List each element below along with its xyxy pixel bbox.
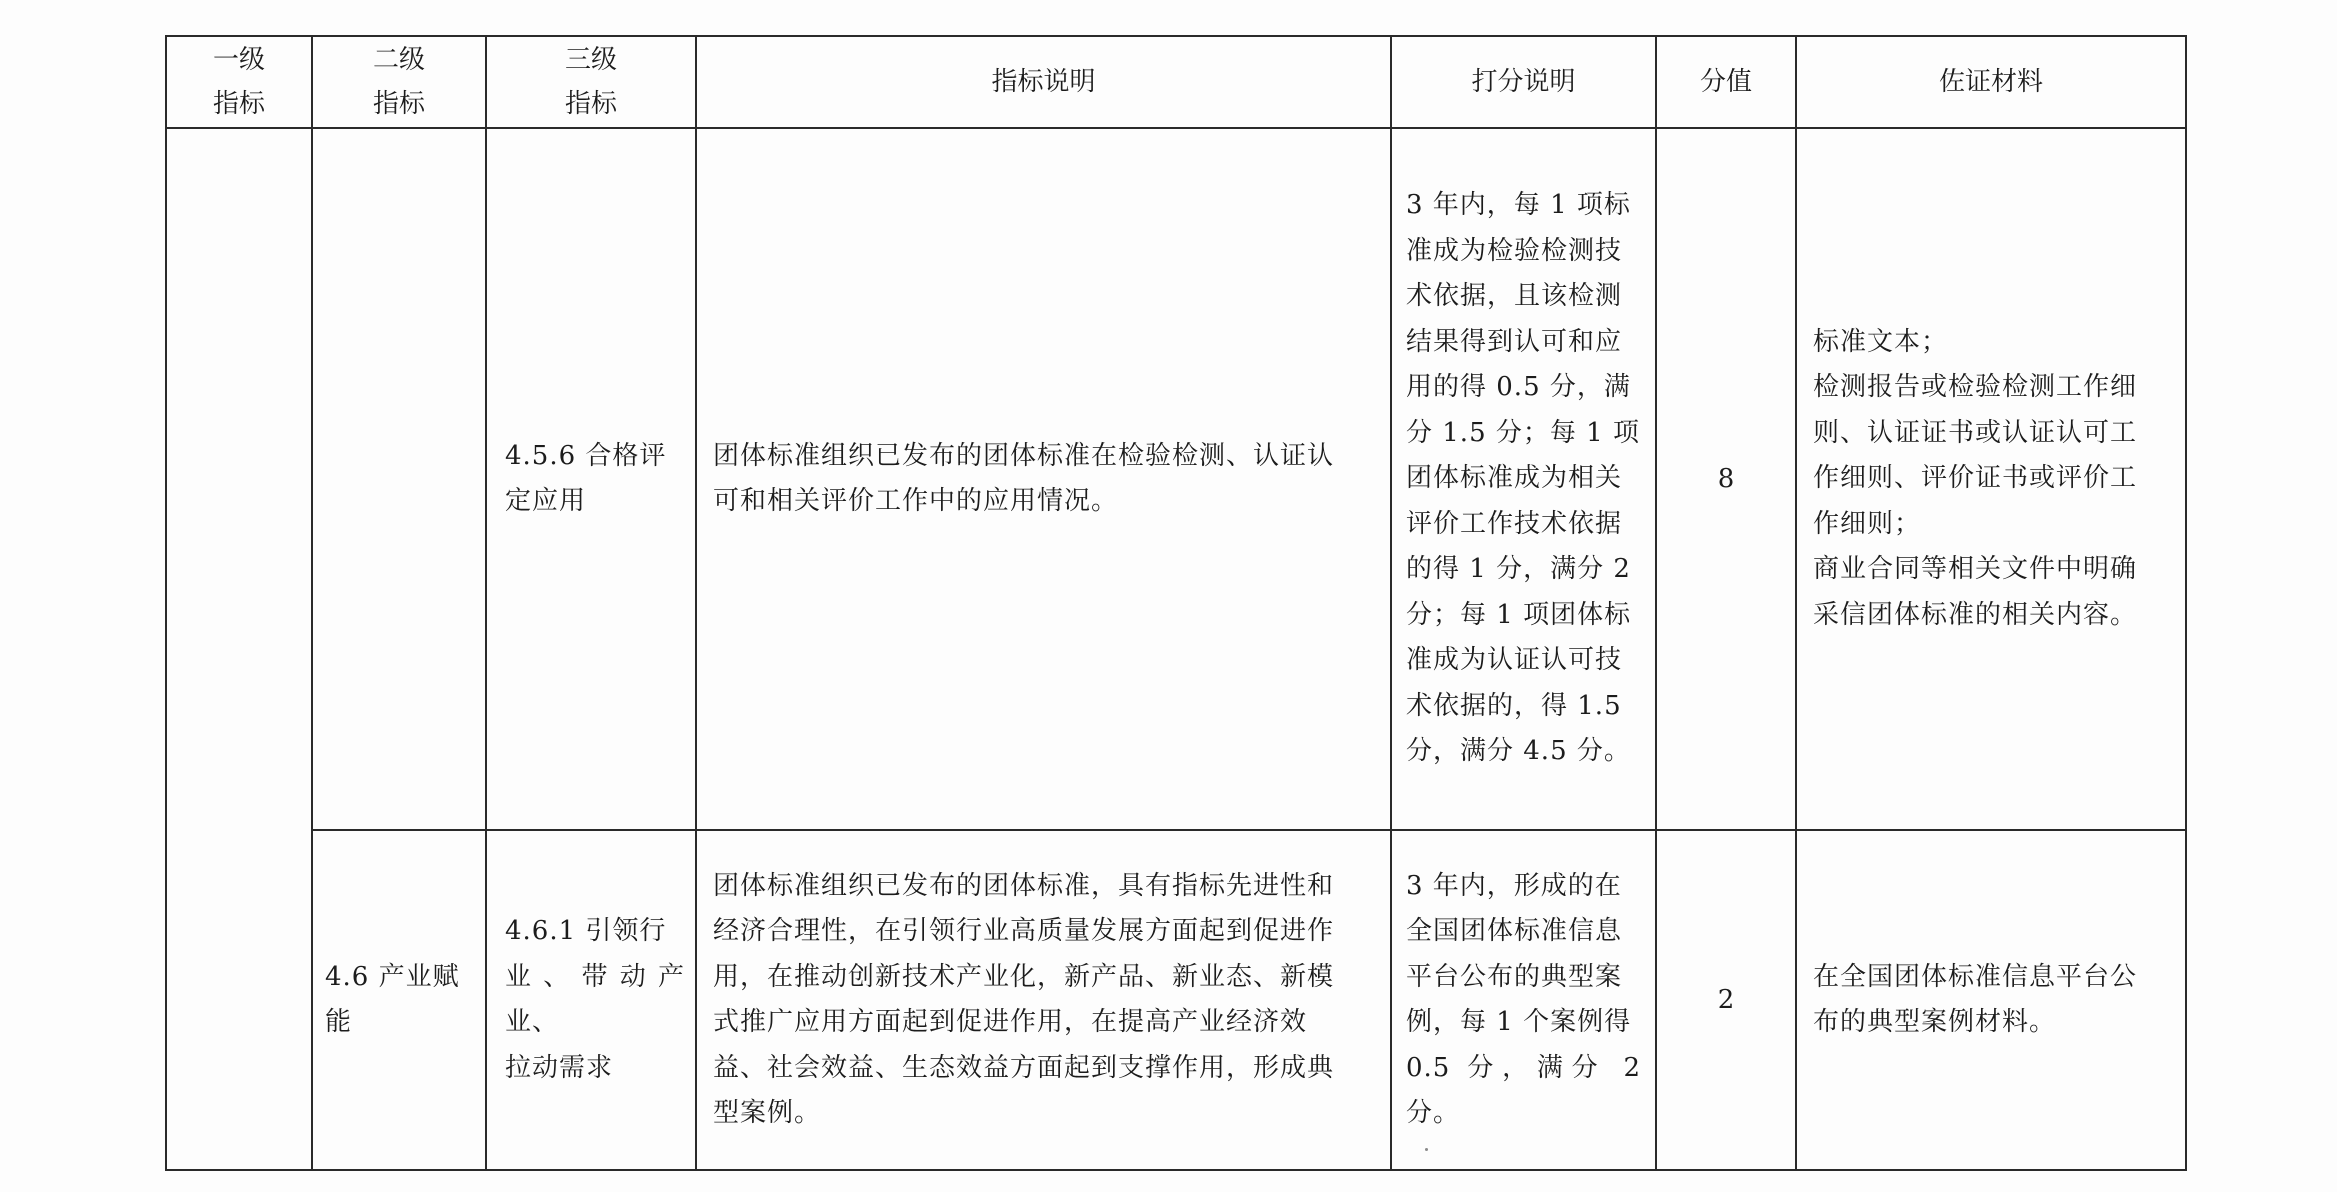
table-row (166, 128, 2186, 830)
evidence-cell: 在全国团体标准信息平台公 布的典型案例材料。 (1796, 830, 2186, 1170)
points-cell: 2 (1656, 830, 1796, 1170)
level3-cell: 4.5.6 合格评 定应用 (486, 128, 696, 830)
description-cell: 团体标准组织已发布的团体标准在检验检测、认证认 可和相关评价工作中的应用情况。 (696, 128, 1391, 830)
level3-cell: 4.6.1 引领行 业、带动产业、 拉动需求 (486, 830, 696, 1170)
evaluation-table (165, 35, 2187, 1171)
table-header-row (166, 36, 2186, 128)
points-cell: 8 (1656, 128, 1796, 830)
header-scoring: 打分说明 (1391, 36, 1656, 128)
scoring-cell: 3 年内，每 1 项标 准成为检验检测技 术依据，且该检测 结果得到认可和应 用的得 0.5 分，满 分 1.5 分；每 1 项 团体标准成为相关 评价工作技术依据 的得 1 分，满分 2 分；每 1 项团体标 准成为认证认可技 术依据的，得 1.5 分，满分 4.5 分。 (1391, 128, 1656, 830)
header-level2: 二级 指标 (312, 36, 486, 128)
header-points: 分值 (1656, 36, 1796, 128)
header-description: 指标说明 (696, 36, 1391, 128)
level2-cell: 4.6 产业赋 能 (312, 830, 486, 1170)
header-level1: 一级 指标 (166, 36, 312, 128)
level1-cell (166, 128, 312, 1170)
scoring-cell: 3 年内，形成的在 全国团体标准信息 平台公布的典型案 例，每 1 个案例得 0.5 分，满分 2 分。 (1391, 830, 1656, 1170)
table-row (166, 830, 2186, 1170)
description-cell: 团体标准组织已发布的团体标准，具有指标先进性和 经济合理性，在引领行业高质量发展方面起到促进作 用，在推动创新技术产业化，新产品、新业态、新模 式推广应用方面起到促进作用，在提高产业经济效 益、社会效益、生态效益方面起到支撑作用，形成典 型案例。 (696, 830, 1391, 1170)
header-evidence: 佐证材料 (1796, 36, 2186, 128)
evidence-cell: 标准文本； 检测报告或检验检测工作细 则、认证证书或认证认可工 作细则、评价证书或评价工 作细则； 商业合同等相关文件中明确 采信团体标准的相关内容。 (1796, 128, 2186, 830)
scan-speck (1425, 1148, 1428, 1151)
header-level3: 三级 指标 (486, 36, 696, 128)
level2-cell (312, 128, 486, 830)
